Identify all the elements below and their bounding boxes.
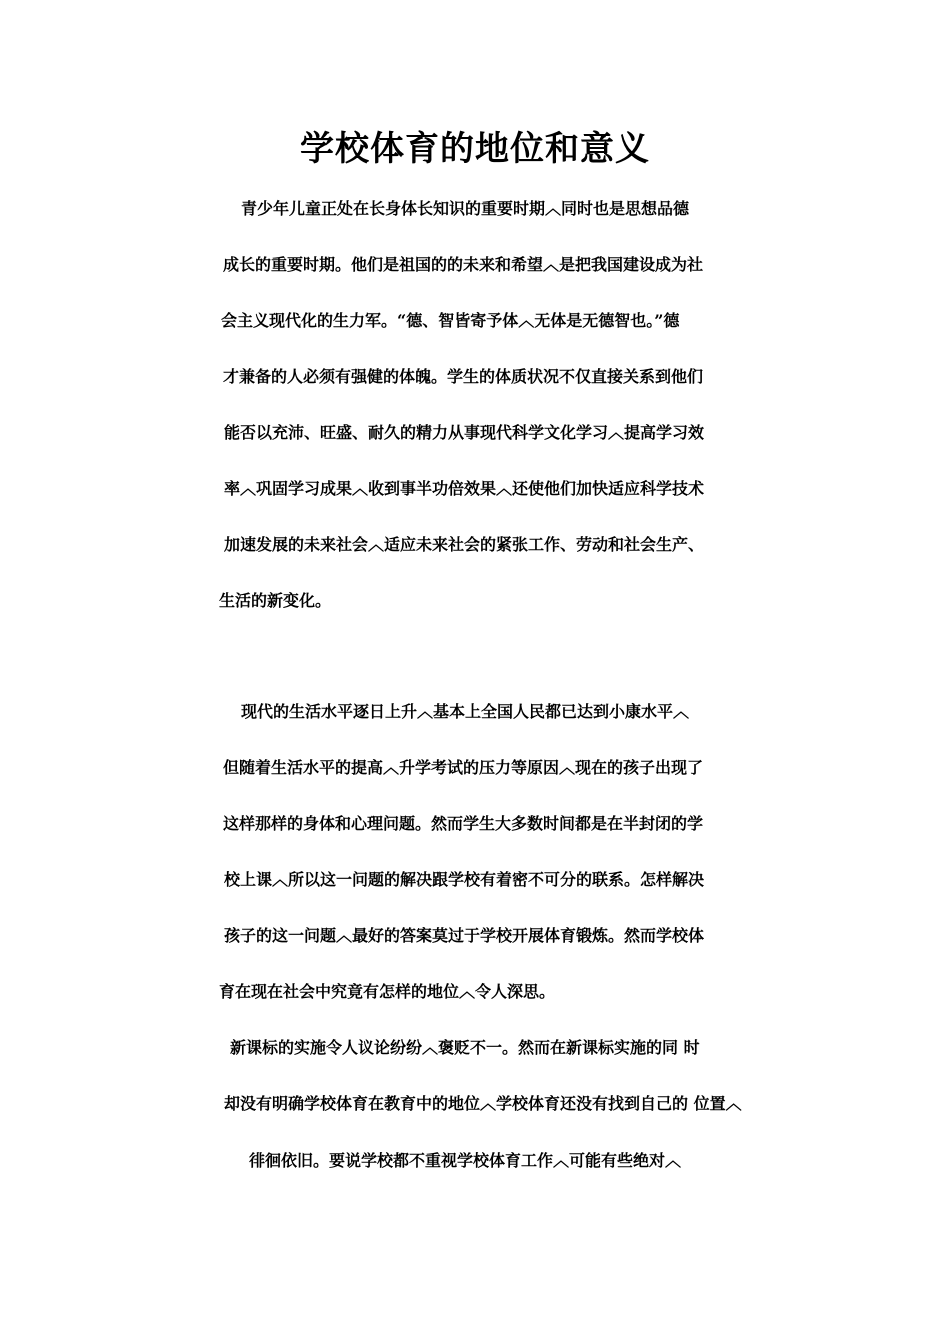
paragraph-2-line-6: 育在现在社会中究竟有怎样的地位︿令人深思。 xyxy=(219,982,556,1001)
paragraph-1-line-8: 生活的新变化。 xyxy=(219,591,332,610)
paragraph-1-line-4: 才兼备的人必须有强健的体魄。学生的体质状况不仅直接关系到他们 xyxy=(223,367,704,386)
paragraph-1-line-6: 率︿巩固学习成果︿收到事半功倍效果︿还使他们加快适应科学技术 xyxy=(224,479,705,498)
paragraph-3-line-1: 新课标的实施令人议论纷纷︿褒贬不一。然而在新课标实施的同 时 xyxy=(230,1038,700,1057)
paragraph-1-line-5: 能否以充沛、旺盛、耐久的精力从事现代科学文化学习︿提高学习效 xyxy=(224,423,705,442)
paragraph-3-line-2: 却没有明确学校体育在教育中的地位︿学校体育还没有找到自己的 位置︿ xyxy=(224,1094,742,1113)
paragraph-1-line-3: 会主义现代化的生力军。“德、智皆寄予体︿无体是无德智也。”德 xyxy=(221,311,680,330)
paragraph-3-line-3: 徘徊依旧。要说学校都不重视学校体育工作︿可能有些绝对︿ xyxy=(249,1151,682,1170)
paragraph-2-line-5: 孩子的这一问题︿最好的答案莫过于学校开展体育锻炼。然而学校体 xyxy=(224,926,705,945)
paragraph-2-line-4: 校上课︿所以这一问题的解决跟学校有着密不可分的联系。怎样解决 xyxy=(224,870,705,889)
paragraph-2-line-1: 现代的生活水平逐日上升︿基本上全国人民都已达到小康水平︿ xyxy=(241,702,690,721)
document-title: 学校体育的地位和意义 xyxy=(300,129,650,169)
paragraph-1-line-7: 加速发展的未来社会︿适应未来社会的紧张工作、劳动和社会生产、 xyxy=(224,535,705,554)
paragraph-1-line-2: 成长的重要时期。他们是祖国的的未来和希望︿是把我国建设成为社 xyxy=(223,255,704,274)
paragraph-1-line-1: 青少年儿童正处在长身体长知识的重要时期︿同时也是思想品德 xyxy=(241,199,690,218)
paragraph-2-line-2: 但随着生活水平的提高︿升学考试的压力等原因︿现在的孩子出现了 xyxy=(223,758,704,777)
paragraph-2-line-3: 这样那样的身体和心理问题。然而学生大多数时间都是在半封闭的学 xyxy=(223,814,704,833)
